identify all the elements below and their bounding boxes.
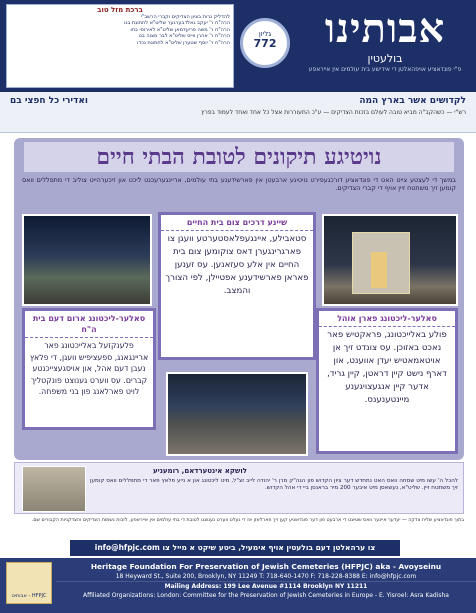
solar-ohel-heading: סאלער-ליכטונג פארן אוהל: [319, 311, 455, 327]
mazel-tov-line: להדליק נרות בציון הצדיקים וקברי הרשב"י: [140, 13, 230, 20]
mazel-tov-box: [6, 4, 234, 88]
lushka-text: להכל ה' עשו מיט שמחה וואס האט נתחדש דער ציון הקדוש פון הגה"ק מרן ר' יהודה לייב זצ"ל, מיט ליכטונג און א נייע פלאץ פאר די מתפללים וואס קומען זיך משתטח זיין. שליט"א, נעשאסן מיט איבער 200 מיר בראנסן ביי די אהל הקדוש.: [90, 478, 458, 492]
torah-thought-strip: [0, 92, 476, 133]
solar-cemetery-body: פלענקזעל באלייכטונג פאר אריינגאנג, ספעציפיש וועגן, די פלאץ נעבן דעם אהל, און אויסגעצייכנטע קברים. עס ווערט גענוצט פונקטליך לויט פארלאנג פון בני משפחה.: [29, 341, 149, 396]
masthead: [300, 6, 470, 88]
paths-panel-heading: שיינע דרכים צום בית החיים: [161, 215, 313, 231]
mazel-tov-title: ברכת מזל טוב: [97, 6, 143, 14]
torah-body: רש"י — כשהקב"ה מביא טובה לעולם בזכות הצדיקים — ע"כ התעוררות אצל כל אחד ואחד לעמוד בפרץ: [201, 109, 466, 116]
article-intro: במשך די לעצטע צייט האט די פונדאציע דורכגעפירט נויטיגע ארבעטן אין פארשידענע בתי עולמים, אריינגערעכנט ליכט און זיכערהייט צוליב די מתפללים וואס קומען זיך משתטח זיין אויף די קברי הצדיקים.: [22, 176, 456, 192]
torah-heading-right: לקדושים אשר בארץ המה: [359, 96, 466, 106]
footer-address: 18 Heyward St., Suite 200, Brooklyn, NY 11249 T: 718-640-1470 F: 718-228-8388 E: info@hfpjc.com: [115, 573, 417, 580]
fine-print: בתוך פונדאציע שליח צדקה — יעדער איינער וואס שטיצט די ארבעט פון דער פונדאציע קען זיך פארלאזן אז די געלט ווערט גענוצט לטובת די בתי עולמים אין אייראפע, לזכות נשמות הצדיקים והצדקניות הקבורים שם.: [31, 518, 464, 523]
email-signup-bar[interactable]: info@hfpjc.com צו ערהאלטן דעם בולעטין אויף אימעיל, ביטע שיקט א מייל צו: [70, 540, 400, 556]
mazel-tov-line: הרה"ח ר' יעקב גאלדבערגער שליט"א לחתונת בנו: [124, 20, 230, 27]
footer: [0, 558, 476, 613]
paved-path-photo: [166, 372, 308, 456]
solar-cemetery-panel: [22, 308, 156, 430]
torah-heading-left: ואדירי כל חפצי בם: [10, 96, 88, 106]
mazel-tov-line: הרה"ח ר' יוסף שטערן שליט"א לחתונת נכדו: [137, 39, 230, 46]
issue-label: גליון: [258, 30, 272, 38]
mazel-tov-line: הרה"ח ר' אהרן ווייס שליט"א לבר מצוה בנו: [138, 33, 230, 40]
paths-panel-body: סטאבילע, איינגעפלאסטערטע וועגן צו פארגרינגערן דאס צוקומען צום בית החיים אין אלע סעזאנען. עס זענען פאראן פארשידענע אפטיילן, לפי הצורך והמצב.: [165, 234, 309, 296]
solar-ohel-panel: [316, 308, 458, 454]
paths-panel: [158, 212, 316, 360]
masthead-subtitle: בולעטין: [367, 52, 403, 65]
footer-org: Heritage Foundation For Preservation of Jewish Cemeteries (HFPJC) aka - Avoyseinu: [90, 562, 442, 571]
mazel-tov-line: הרה"ח ר' משה פריעדמאן שליט"א לאירוסי בתו: [130, 26, 230, 33]
solar-cemetery-heading: סאלער-ליכטונג ארום דעם בית ה"ח: [25, 311, 153, 338]
article-headline: נויטיגע תיקונים לטובת הבתי חיים: [24, 142, 454, 172]
masthead-title: אבותינו: [324, 5, 446, 52]
solar-ohel-body: פולע באלייכטונג, פראקטיש פאר נאכט באזוכן. עס צונדט זיך אן אויטאמאטיש יעדן אווענט, און דארף נישט קיין דראטן, קיין גריד, אדער קיין אנגעצויגענע מיינטענענס.: [327, 330, 447, 405]
issue-number: 772: [253, 37, 277, 50]
footer-affiliated: Affiliated Organizations: London: Committee for the Preservation of Jewish Cemeteries in Europe - E. Yisroel: Asra Kadisha: [83, 592, 449, 599]
masthead-tagline: פ"י פונדאציע אויפהאלטן די אידישע בית עולמים אין אייראפע: [308, 66, 462, 73]
footer-mailing: Mailing Address: 199 Lee Avenue #1114 Brooklyn NY 11211: [56, 581, 476, 591]
issue-seal: [240, 18, 290, 68]
lushka-caption: לושקא אינטערדאם, רומעניע: [152, 467, 247, 475]
avoyseinu-logo: אבותינו - HFPJC: [6, 562, 52, 604]
cemetery-lights-photo: [22, 214, 152, 306]
ohel-door-image: [371, 252, 387, 288]
